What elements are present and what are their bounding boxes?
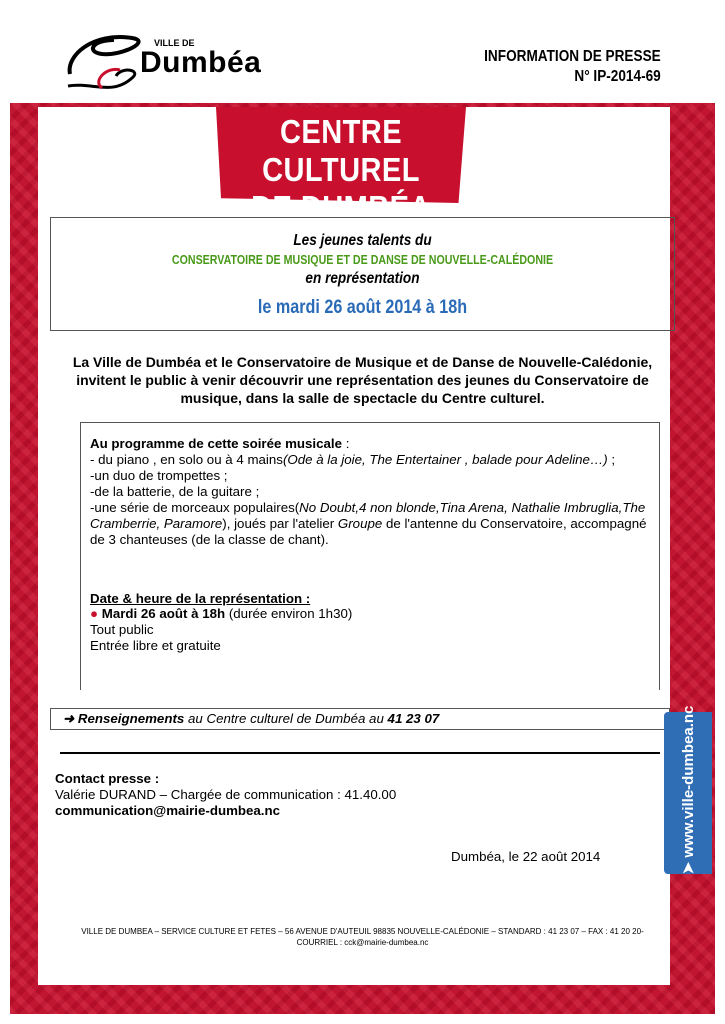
dumbea-logo [62, 26, 278, 98]
signed-date: Dumbéa, le 22 août 2014 [451, 849, 601, 864]
info-label: Renseignements [77, 711, 185, 726]
divider [60, 752, 660, 754]
announcement-date: le mardi 26 août 2014 à 18h [257, 297, 468, 318]
press-info [484, 47, 661, 87]
bullet-icon: ● [90, 606, 99, 621]
program-trumpets: -un duo de trompettes ; [90, 468, 228, 483]
program-title: Au programme de cette soirée musicale [90, 436, 342, 451]
arrow-icon: ➜ [63, 711, 75, 726]
info-middle: au Centre culturel de Dumbéa au [184, 711, 388, 726]
schedule-entry: Entrée libre et gratuite [90, 638, 221, 653]
contact-title: Contact presse : [55, 771, 160, 786]
contact-block [55, 771, 396, 819]
schedule-title: Date & heure de la représentation : [90, 591, 311, 606]
arrow-right-icon: ➤ [680, 861, 697, 875]
footer-line-2: COURRIEL : cck@mairie-dumbea.nc [296, 938, 429, 947]
announcement-line-2: CONSERVATOIRE DE MUSIQUE ET DE DANSE DE NOUVELLE-CALÉDONIE [171, 252, 554, 267]
schedule-when: Mardi 26 août à 18h [101, 606, 226, 621]
program-songs: -une série de morceaux populaires(No Doubt,4 non blonde,Tina Arena, Nathalie Imbruglia,The Cramberrie, Paramore), joués par l'atelier Groupe de l'antenne du Conservatoire, accompagné de 3 chanteuses (de la classe de chant). [90, 500, 647, 547]
contact-email[interactable]: communication@mairie-dumbea.nc [55, 803, 281, 818]
intro-paragraph: La Ville de Dumbéa et le Conservatoire de Musique et de Danse de Nouvelle-Calédonie, invitent le public à venir découvrir une représentation des jeunes du Conservatoire de musique, dans la salle de spectacle du Centre culturel. [72, 354, 653, 406]
logo-small-text: VILLE DE [154, 38, 195, 48]
press-number: N° IP-2014-69 [574, 68, 661, 85]
program-drums: -de la batterie, de la guitare ; [90, 484, 260, 499]
program-text: Au programme de cette soirée musicale : - du piano , en solo ou à 4 mains(Ode à la joie, The Entertainer , balade pour Adeline…) ; -un duo de trompettes ; -de la batterie, de la guitare ; -une série de morceaux populaires(No Doubt,4 non blonde,Tina Arena, Nathalie Imbruglia,The Cramberrie, Paramore), joués par l'atelier Groupe de l'antenne du Conservatoire, accompagné de 3 chanteuses (de la classe de chant). [90, 436, 655, 548]
footer-line-1: VILLE DE DUMBEA – SERVICE CULTURE ET FETES – 56 AVENUE D'AUTEUIL 98835 NOUVELLE-CALÉDONIE – STANDARD : 41 23 07 – FAX : 41 20 20- [81, 927, 644, 936]
banner-title [231, 113, 451, 227]
banner-line-2: DE DUMBÉA [251, 189, 431, 226]
schedule-duration: (durée environ 1h30) [225, 606, 353, 621]
website-text: www.ville-dumbea.nc [680, 705, 697, 858]
website-link[interactable] [679, 706, 697, 875]
schedule-details [90, 606, 352, 654]
footer [55, 926, 670, 948]
banner-line-1: CENTRE CULTUREL [262, 113, 420, 188]
press-label: INFORMATION DE PRESSE [484, 48, 661, 65]
info-box [50, 708, 670, 730]
announcement-line-1: Les jeunes talents du [293, 232, 432, 249]
program-piano: - du piano , en solo ou à 4 mains [90, 452, 283, 467]
info-phone: 41 23 07 [387, 711, 440, 726]
announcement-line-3: en représentation [305, 270, 420, 287]
contact-person: Valérie DURAND – Chargée de communication : 41.40.00 [55, 787, 397, 802]
logo-name: Dumbéa [140, 46, 262, 79]
schedule-audience: Tout public [90, 622, 154, 637]
